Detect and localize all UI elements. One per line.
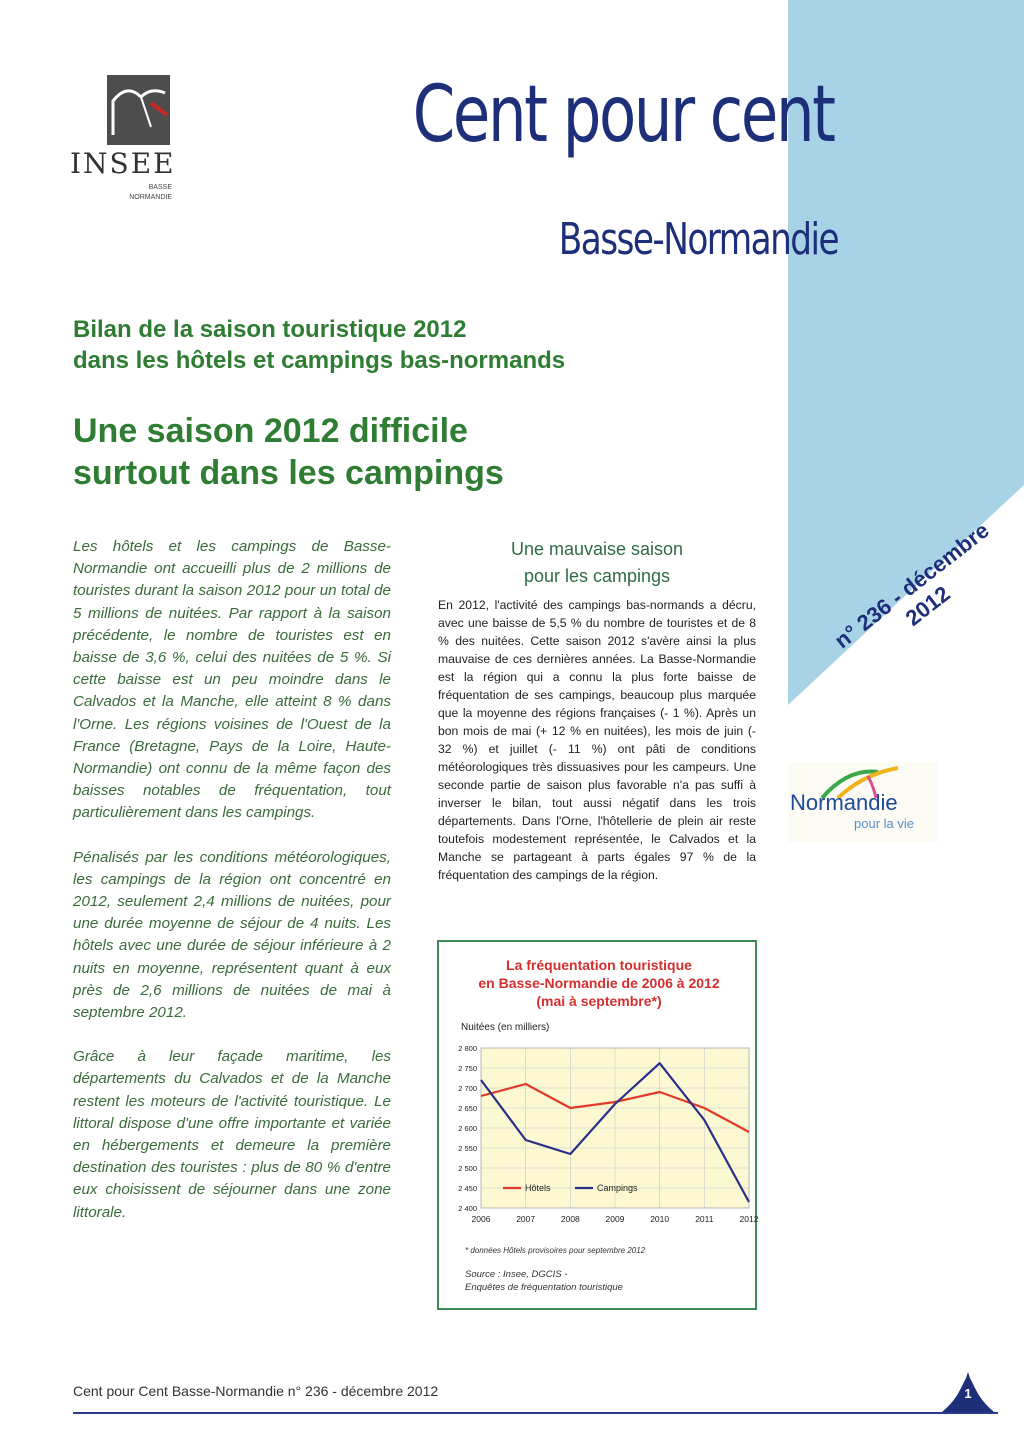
- section-body: En 2012, l'activité des campings bas-normands a décru, avec une baisse de 5,5 % du nombre de touristes et de 8 % des nuitées. Cette saison 2012 s'avère ainsi la plus mauvaise de ces dernières années. La Basse-Normandie est la région qui a connu la plus forte baisse de fréquentation de ses campings, beaucoup plus marquée que la moyenne des régions françaises (- 1 %). Après un bon mois de mai (+ 12 % en nuitées), les mois de juin (- 32 %) et juillet (- 11 %) ont pâti de conditions météorologiques très dissuasives pour les campeurs. Une seconde partie de saison plus favorable n'a pas suffi à inverser le bilan, tout aussi négatif dans les trois départements. Dans l'Orne, l'hôtellerie de plein air reste toutefois modestement représentée, le Calvados et la Manche se partageant à parts égales 97 % de la fréquentation des campings de la région.: [438, 598, 756, 882]
- footer-text: Cent pour Cent Basse-Normandie n° 236 - décembre 2012: [73, 1383, 439, 1399]
- intro-paragraph: Grâce à leur façade maritime, les départements du Calvados et de la Manche restent les moteurs de l'activité touristique. Le littoral dispose d'une offre importante et variée en hébergements et demeure la première destination des touristes : plus de 80 % d'entre eux choisissent de séjourner dans une zone littorale.: [73, 1048, 391, 1221]
- intro-column: [73, 536, 391, 1246]
- normandie-logo-word: Normandie: [790, 790, 898, 815]
- publication-title: Cent pour cent: [413, 70, 834, 160]
- article-headline: Une saison 2012 difficile surtout dans les campings: [73, 412, 504, 492]
- y-tick-label: 2 450: [458, 1184, 477, 1193]
- legend-label: Campings: [597, 1183, 638, 1193]
- y-tick-label: 2 800: [458, 1044, 477, 1053]
- y-tick-label: 2 600: [458, 1124, 477, 1133]
- chart-title: La fréquentation touristique en Basse-Normandie de 2006 à 2012 (mai à septembre*): [478, 957, 720, 1009]
- chart-note: * données Hôtels provisoires pour septembre 2012: [465, 1246, 646, 1255]
- page-number: 1: [964, 1386, 972, 1401]
- footer-rule: [73, 1412, 998, 1414]
- chart-y-axis-label: Nuitées (en milliers): [461, 1022, 550, 1033]
- x-tick-label: 2009: [605, 1214, 625, 1224]
- legend-label: Hôtels: [525, 1183, 551, 1193]
- intro-paragraph: Les hôtels et les campings de Basse-Normandie ont accueilli plus de 2 millions de touristes durant la saison 2012 pour un total de 5 millions de nuitées. Par rapport à la saison précédente, le nombre de touristes est en baisse de 3,6 %, celui des nuitées de 5 %. Si cette baisse est un peu moindre dans le Calvados et la Manche, elle atteint 8 % dans l'Orne. Les régions voisines de l'Ouest de la France (Bretagne, Pays de la Loire, Haute-Normandie) ont connu de la même façon des baisses notables de fréquentation, tout particulièrement dans les campings.: [73, 538, 391, 822]
- publication-region: Basse-Normandie: [558, 214, 838, 265]
- y-tick-label: 2 750: [458, 1064, 477, 1073]
- section-heading: Une mauvaise saison pour les campings: [510, 539, 684, 586]
- chart-plot: [439, 1038, 759, 1238]
- y-tick-label: 2 700: [458, 1084, 477, 1093]
- page-number-badge: [940, 1372, 996, 1412]
- y-tick-label: 2 650: [458, 1104, 477, 1113]
- x-tick-label: 2011: [695, 1214, 714, 1224]
- x-tick-label: 2010: [650, 1214, 670, 1224]
- normandie-logo: [788, 762, 938, 842]
- x-tick-label: 2006: [471, 1214, 491, 1224]
- y-tick-label: 2 400: [458, 1204, 477, 1213]
- chart-source: Source : Insee, DGCIS - Enquêtes de fréquentation touristique: [465, 1269, 623, 1293]
- normandie-logo-tag: pour la vie: [854, 816, 914, 831]
- article-kicker: Bilan de la saison touristique 2012 dans les hôtels et campings bas-normands: [73, 316, 566, 374]
- y-tick-label: 2 550: [458, 1144, 477, 1153]
- insee-logo-name: INSEE: [70, 147, 176, 180]
- insee-logo-mark: [107, 75, 170, 145]
- tourism-chart: [437, 940, 757, 1310]
- insee-logo: [70, 75, 175, 215]
- y-tick-label: 2 500: [458, 1164, 477, 1173]
- intro-paragraph: Pénalisés par les conditions météorologiques, les campings de la région ont concentré en 2012, seulement 2,4 millions de nuitées, pour une durée moyenne de séjour de 4 nuits. Les hôtels avec une durée de séjour inférieure à 2 nuits en moyenne, représentent quant à eux près de 2,6 millions de nuitées de mai à septembre 2012.: [73, 848, 391, 1022]
- insee-logo-sub: BASSE NORMANDIE: [129, 184, 172, 201]
- x-tick-label: 2012: [739, 1214, 759, 1224]
- issue-number: n° 236 - décembre 2012: [829, 517, 994, 654]
- x-tick-label: 2008: [560, 1214, 580, 1224]
- x-tick-label: 2007: [516, 1214, 536, 1224]
